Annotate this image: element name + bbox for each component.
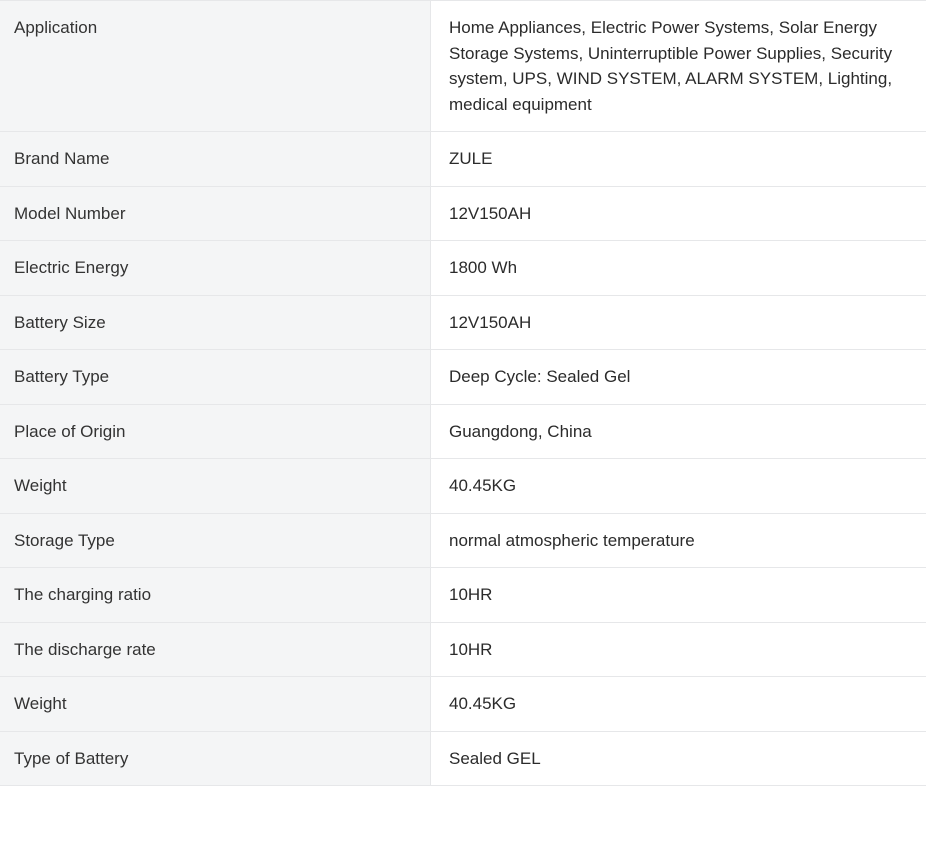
table-row [0,241,926,296]
spec-value: 12V150AH [431,186,926,241]
spec-label: Battery Size [0,295,431,350]
table-row [0,731,926,786]
spec-value: 40.45KG [431,677,926,732]
spec-value: ZULE [431,132,926,187]
table-row [0,132,926,187]
spec-value: normal atmospheric temperature [431,513,926,568]
table-row [0,350,926,405]
spec-label: The discharge rate [0,622,431,677]
spec-value: Deep Cycle: Sealed Gel [431,350,926,405]
spec-label: Weight [0,459,431,514]
spec-label: Type of Battery [0,731,431,786]
spec-label: Storage Type [0,513,431,568]
table-row [0,1,926,132]
spec-value: 10HR [431,568,926,623]
table-row [0,295,926,350]
spec-value: 10HR [431,622,926,677]
spec-value: Home Appliances, Electric Power Systems, Solar Energy Storage Systems, Uninterruptible Power Supplies, Security system, UPS, WIND SYSTEM, ALARM SYSTEM, Lighting, medical equipment [431,1,926,132]
spec-label: Model Number [0,186,431,241]
spec-label: Brand Name [0,132,431,187]
spec-value: 40.45KG [431,459,926,514]
table-row [0,677,926,732]
table-row [0,186,926,241]
spec-value: 1800 Wh [431,241,926,296]
table-row [0,513,926,568]
spec-label: Place of Origin [0,404,431,459]
spec-label: The charging ratio [0,568,431,623]
spec-value: Guangdong, China [431,404,926,459]
table-row [0,622,926,677]
table-body [0,1,926,786]
spec-label: Electric Energy [0,241,431,296]
spec-label: Weight [0,677,431,732]
table-row [0,404,926,459]
spec-label: Battery Type [0,350,431,405]
table-row [0,459,926,514]
spec-value: 12V150AH [431,295,926,350]
spec-label: Application [0,1,431,132]
table-row [0,568,926,623]
spec-value: Sealed GEL [431,731,926,786]
